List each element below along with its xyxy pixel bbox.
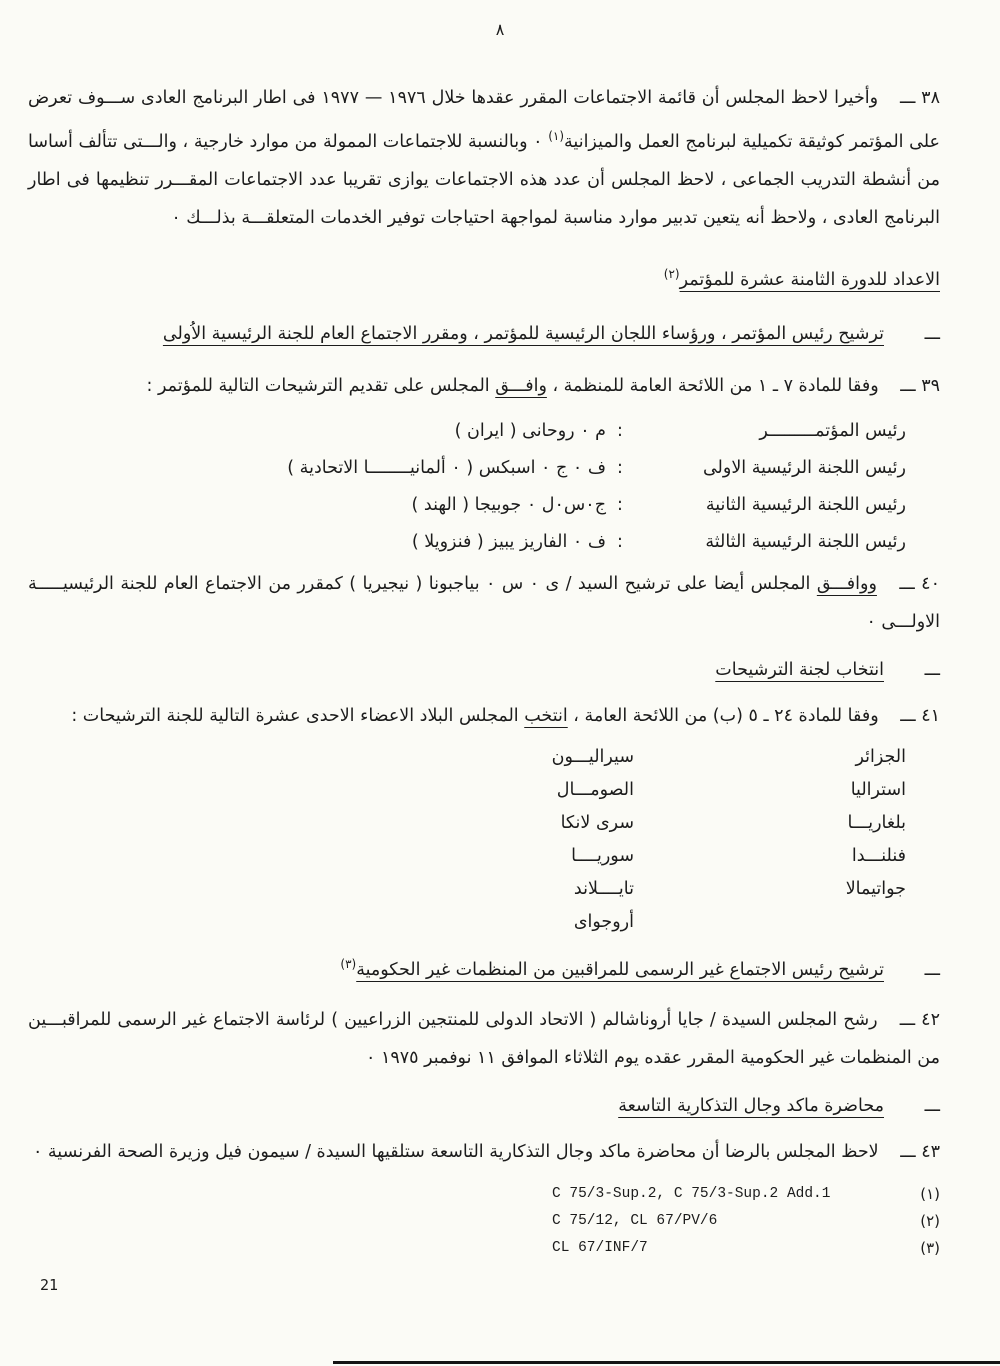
footnote-text: C 75/12, CL 67/PV/6	[552, 1213, 718, 1229]
paragraph-42-text: رشح المجلس السيدة / جايا أروناشالم ( الاتحاد الدولى للمنتجين الزراعيين ) لرئاسة الاجتماع غير الرسمى للمراقبـــين من المنظمات غير الحكومية المقرر عقده يوم الثلاثاء الموافق ١١ نوفمبر ١٩٧٥ ٠	[28, 1010, 940, 1068]
nomination-name: م ٠ روحانى ( ايران )	[454, 421, 606, 441]
footnotes	[28, 1181, 940, 1262]
country-name: سيراليـــون	[551, 747, 634, 767]
paragraph-39-text-post: المجلس على تقديم الترشيحات التالية للمؤتمر :	[146, 376, 496, 396]
country-name: فنلنـــدا	[851, 846, 906, 866]
section-heading-preparations-text: الاعداد للدورة الثامنة عشرة للمؤتمر	[679, 270, 940, 290]
nomination-colon: :	[617, 495, 623, 515]
subheading-mcdougall-lecture-text: محاضرة ماكد وجال التذكارية التاسعة	[618, 1096, 884, 1116]
paragraph-43-number: ٤٣ ـــ	[900, 1142, 940, 1162]
subheading-ngo-observers-meeting-text: ترشيح رئيس الاجتماع غير الرسمى للمراقبين من المنظمات غير الحكومية	[356, 960, 884, 980]
country-row	[28, 807, 906, 840]
paragraph-43	[28, 1133, 940, 1171]
paragraph-38-text-1: وأخيرا لاحظ المجلس أن قائمة الاجتماعات المقرر عقدها خلال ١٩٧٦ — ١٩٧٧ فى اطار البرنامج العادى ســـوف تعرض على المؤتمر كوثيقة تكميلية لبرنامج العمل والميزانية	[28, 88, 940, 152]
paragraph-39	[28, 367, 940, 405]
nomination-label: رئيس اللجنة الرئيسية الاولى	[702, 458, 906, 478]
scan-artifact-line	[333, 1361, 1000, 1364]
paragraph-41-number: ٤١ ـــ	[900, 706, 940, 726]
nomination-colon: :	[617, 421, 623, 441]
country-name: جواتيمالا	[845, 879, 906, 899]
nomination-row	[28, 524, 906, 561]
paragraph-43-text: لاحظ المجلس بالرضا أن محاضرة ماكد وجال التذكارية التاسعة ستلقيها السيدة / سيمون فيل وزيرة الصحة الفرنسية ٠	[32, 1142, 879, 1162]
section-heading-preparations	[28, 255, 940, 299]
footnote-marker: (٢)	[920, 1212, 940, 1230]
country-name: سرى لانكا	[560, 813, 634, 833]
nomination-colon: :	[617, 458, 623, 478]
footnote-row	[28, 1181, 940, 1208]
paragraph-39-number: ٣٩ ـــ	[900, 376, 940, 396]
nomination-name: ف ٠ ج ٠ اسبكس ( ٠ ألمانيــــــــا الاتحادية )	[287, 458, 606, 478]
paragraph-41	[28, 697, 940, 735]
country-row	[28, 906, 906, 939]
footnote-ref-3: (٣)	[340, 957, 357, 971]
subheading-conference-chair-nominations	[28, 315, 940, 353]
paragraph-38-text-2: ٠ وبالنسبة للاجتماعات الممولة من موارد خارجية ، والـــتى تتألف أساسا من أنشطة التدريب الجماعى ، لاحظ المجلس أن عدد هذه الاجتماعات يوازى تقريبا عدد الاجتماعات المقـــرر تنظيمها فى اطار البرنامج العادى ، ولاحظ أنه يتعين تدبير موارد مناسبة لمواجهة احتياجات توفير الخدمات المتعلقـــة بذلـــك ٠	[28, 132, 940, 228]
paragraph-42-number: ٤٢ ـــ	[899, 1010, 940, 1030]
footnote-marker: (١)	[920, 1185, 940, 1203]
country-row	[28, 741, 906, 774]
nomination-colon: :	[617, 532, 623, 552]
subheading-nominations-committee-election-text: انتخاب لجنة الترشيحات	[715, 660, 884, 680]
countries-table	[28, 741, 940, 939]
nomination-name: ج٠س٠ل ٠ جوبيجا ( الهند )	[411, 495, 606, 515]
document-content	[0, 79, 1000, 1262]
paragraph-40-underlined-word: ووافـــق	[816, 574, 877, 594]
footnote-text: C 75/3-Sup.2, C 75/3-Sup.2 Add.1	[552, 1186, 831, 1202]
subheading-mcdougall-lecture	[28, 1087, 940, 1125]
subheading-ngo-observers-meeting	[28, 945, 940, 989]
country-name: بلغاريـــا	[847, 813, 906, 833]
dash-marker: ـــ	[924, 1096, 940, 1116]
paragraph-42	[28, 1001, 940, 1077]
country-name: الجزائر	[855, 747, 906, 767]
nomination-name: ف ٠ الفاريز يبيز ( فنزويلا )	[411, 532, 606, 552]
country-name: الصومـــال	[556, 780, 634, 800]
nomination-label: رئيس اللجنة الرئيسية الثالثة	[705, 532, 906, 552]
footnote-ref-2: (٢)	[663, 267, 680, 281]
paragraph-39-underlined-word: وافـــق	[495, 376, 547, 396]
paragraph-40-text: المجلس أيضا على ترشيح السيد / ى ٠ س ٠ بياجبونا ( نيجيريا ) كمقرر من الاجتماع العام للجنة الرئيسيـــــة الاولـــى ٠	[28, 574, 940, 632]
dash-marker: ـــ	[924, 960, 940, 980]
paragraph-38	[28, 79, 940, 237]
paragraph-41-text-post: المجلس البلاد الاعضاء الاحدى عشرة التالية للجنة الترشيحات :	[71, 706, 525, 726]
country-name	[634, 906, 906, 939]
subheading-ngo-observers-meeting-wrap	[340, 945, 884, 989]
paragraph-40-number: ٤٠ ـــ	[899, 574, 940, 594]
paragraph-38-number: ٣٨ ـــ	[899, 88, 940, 108]
subheading-nominations-committee-election	[28, 651, 940, 689]
country-row	[28, 840, 906, 873]
dash-marker: ـــ	[924, 660, 940, 680]
footnote-ref-1: (١)	[548, 129, 565, 143]
nomination-row	[28, 413, 906, 450]
footnote-row	[28, 1235, 940, 1262]
footer-page-label: 21	[40, 1276, 59, 1294]
dash-marker: ـــ	[924, 324, 940, 344]
paragraph-39-text-pre: وفقا للمادة ٧ ـ ١ من اللائحة العامة للمنظمة ،	[546, 376, 879, 396]
nominations-list	[28, 413, 940, 561]
subheading-conference-chair-nominations-text: ترشيح رئيس المؤتمر ، ورؤساء اللجان الرئيسية للمؤتمر ، ومقرر الاجتماع العام للجنة الرئيسية الاُولى	[162, 324, 884, 344]
nomination-row	[28, 487, 906, 524]
country-name: تايــــلاند	[573, 879, 634, 899]
paragraph-41-text-pre: وفقا للمادة ٢٤ ـ ٥ (ب) من اللائحة العامة ،	[567, 706, 879, 726]
nomination-label: رئيس المؤتمـــــــــر	[759, 421, 906, 441]
page-number: ٨	[495, 20, 505, 39]
country-row	[28, 873, 906, 906]
footnote-text: CL 67/INF/7	[552, 1240, 648, 1256]
paragraph-41-underlined-word: انتخب	[524, 706, 568, 726]
country-row	[28, 774, 906, 807]
country-name: استراليا	[850, 780, 906, 800]
nomination-row	[28, 450, 906, 487]
footnote-row	[28, 1208, 940, 1235]
nomination-label: رئيس اللجنة الرئيسية الثانية	[705, 495, 906, 515]
country-name: سوريــــا	[571, 846, 634, 866]
country-name: أروجواى	[573, 912, 634, 932]
paragraph-40	[28, 565, 940, 641]
footnote-marker: (٣)	[920, 1239, 940, 1257]
